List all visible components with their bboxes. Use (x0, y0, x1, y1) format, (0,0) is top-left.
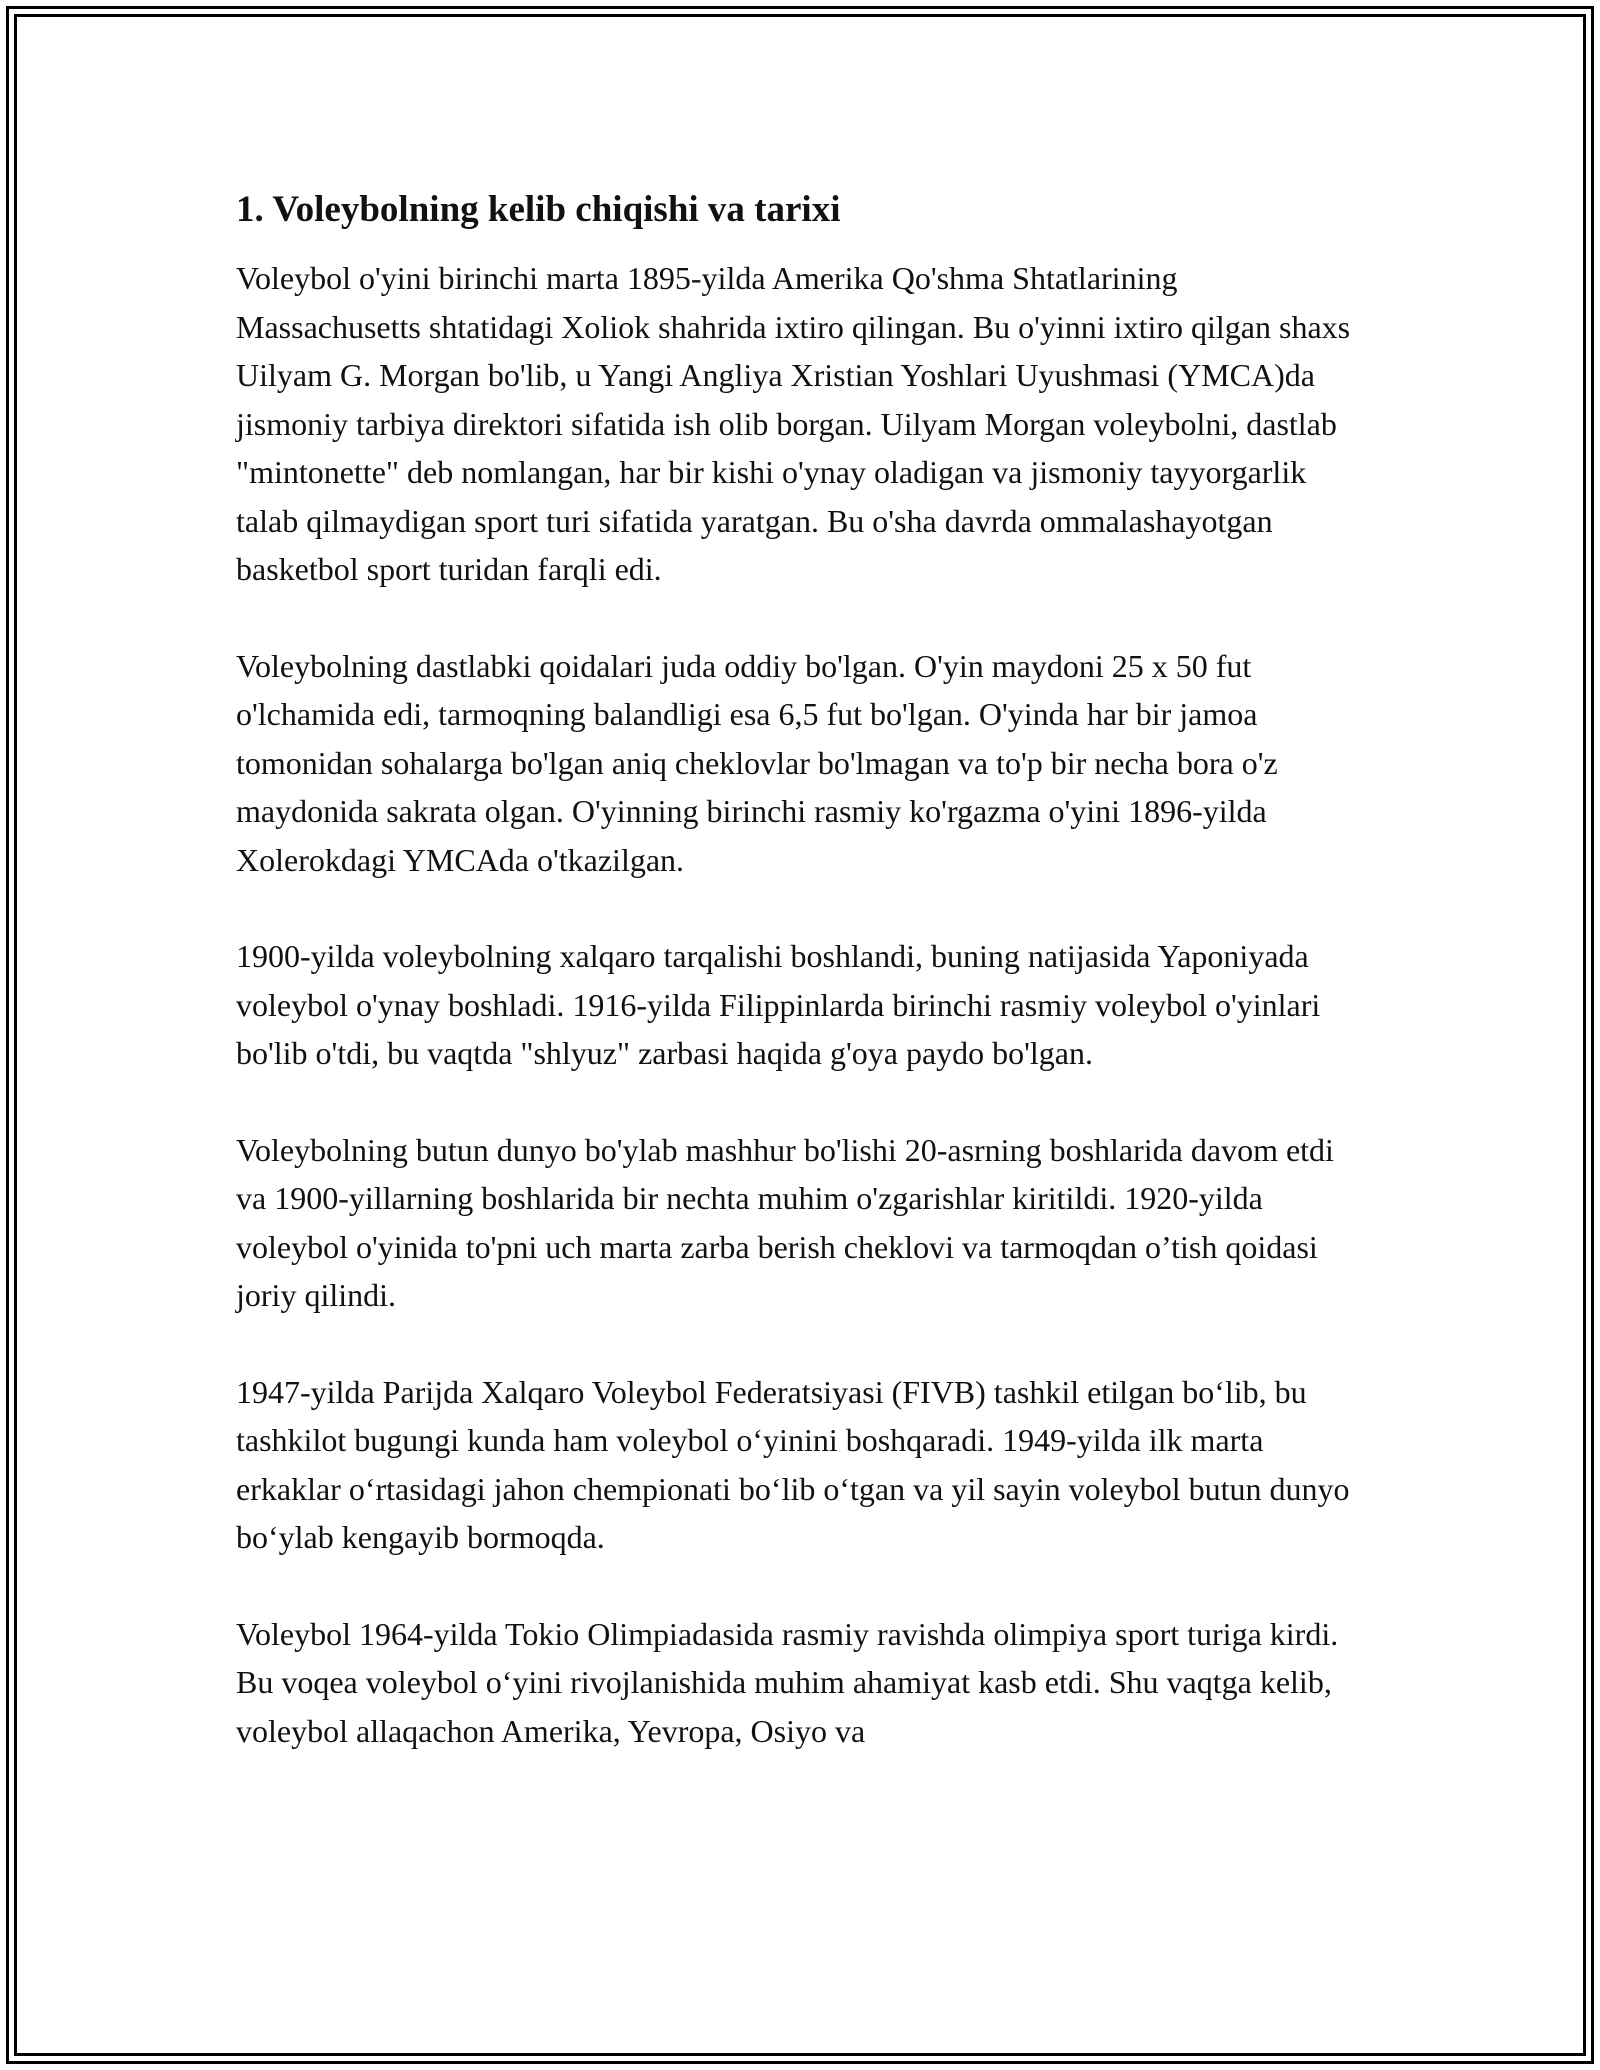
paragraph-origin: Voleybol o'yini birinchi marta 1895-yilda Amerika Qo'shma Shtatlarining Massachusetts shtatidagi Xoliok shahrida ixtiro qilingan. Bu o'yinni ixtiro qilgan shaxs Uilyam G. Morgan bo'lib, u Yangi Angliya Xristian Yoshlari Uyushmasi (YMCA)da jismoniy tarbiya direktori sifatida ish olib borgan. Uilyam Morgan voleybolni, dastlab "mintonette" deb nomlangan, har bir kishi o'ynay oladigan va jismoniy tayyorgarlik talab qilmaydigan sport turi sifatida yaratgan. Bu o'sha davrda ommalashayotgan basketbol sport turidan farqli edi. (236, 260, 1351, 587)
paragraph-early-rules: Voleybolning dastlabki qoidalari juda oddiy bo'lgan. O'yin maydoni 25 x 50 fut o'lchamida edi, tarmoqning balandligi esa 6,5 fut bo'lgan. O'yinda har bir jamoa tomonidan sohalarga bo'lgan aniq cheklovlar bo'lmagan va to'p bir necha bora o'z maydonida sakrata olgan. O'yinning birinchi rasmiy ko'rgazma o'yini 1896-yilda Xolerokdagi YMCAda o'tkazilgan. (236, 647, 1278, 878)
paragraph-20th-century-changes: Voleybolning butun dunyo bo'ylab mashhur bo'lishi 20-asrning boshlarida davom etdi va 1900-yillarning boshlarida bir nechta muhim o'zgarishlar kiritildi. 1920-yilda voleybol o'yinida to'pni uch marta zarba berish cheklovi va tarmoqdan o’tish qoidasi joriy qilindi. (236, 1131, 1334, 1313)
paragraph-international-spread: 1900-yilda voleybolning xalqaro tarqalishi boshlandi, buning natijasida Yaponiyada voleybol o'ynay boshladi. 1916-yilda Filippinlarda birinchi rasmiy voleybol o'yinlari bo'lib o'tdi, bu vaqtda "shlyuz" zarbasi haqida g'oya paydo bo'lgan. (236, 938, 1321, 1071)
paragraph-olympics: Voleybol 1964-yilda Tokio Olimpiadasida rasmiy ravishda olimpiya sport turiga kirdi. Bu voqea voleybol o‘yini rivojlanishida muhim ahamiyat kasb etdi. Shu vaqtga kelib, voleybol allaqachon Amerika, Yevropa, Osiyo va (236, 1615, 1339, 1749)
section-heading: 1. Voleybolning kelib chiqishi va tarixi (236, 189, 841, 230)
document-body (236, 186, 1366, 1803)
paragraph-fivb: 1947-yilda Parijda Xalqaro Voleybol Federatsiyasi (FIVB) tashkil etilgan bo‘lib, bu tashkilot bugungi kunda ham voleybol o‘yinini boshqaradi. 1949-yilda ilk marta erkaklar o‘rtasidagi jahon chempionati bo‘lib o‘tgan va yil sayin voleybol butun dunyo bo‘ylab kengayib bormoqda. (236, 1373, 1350, 1555)
